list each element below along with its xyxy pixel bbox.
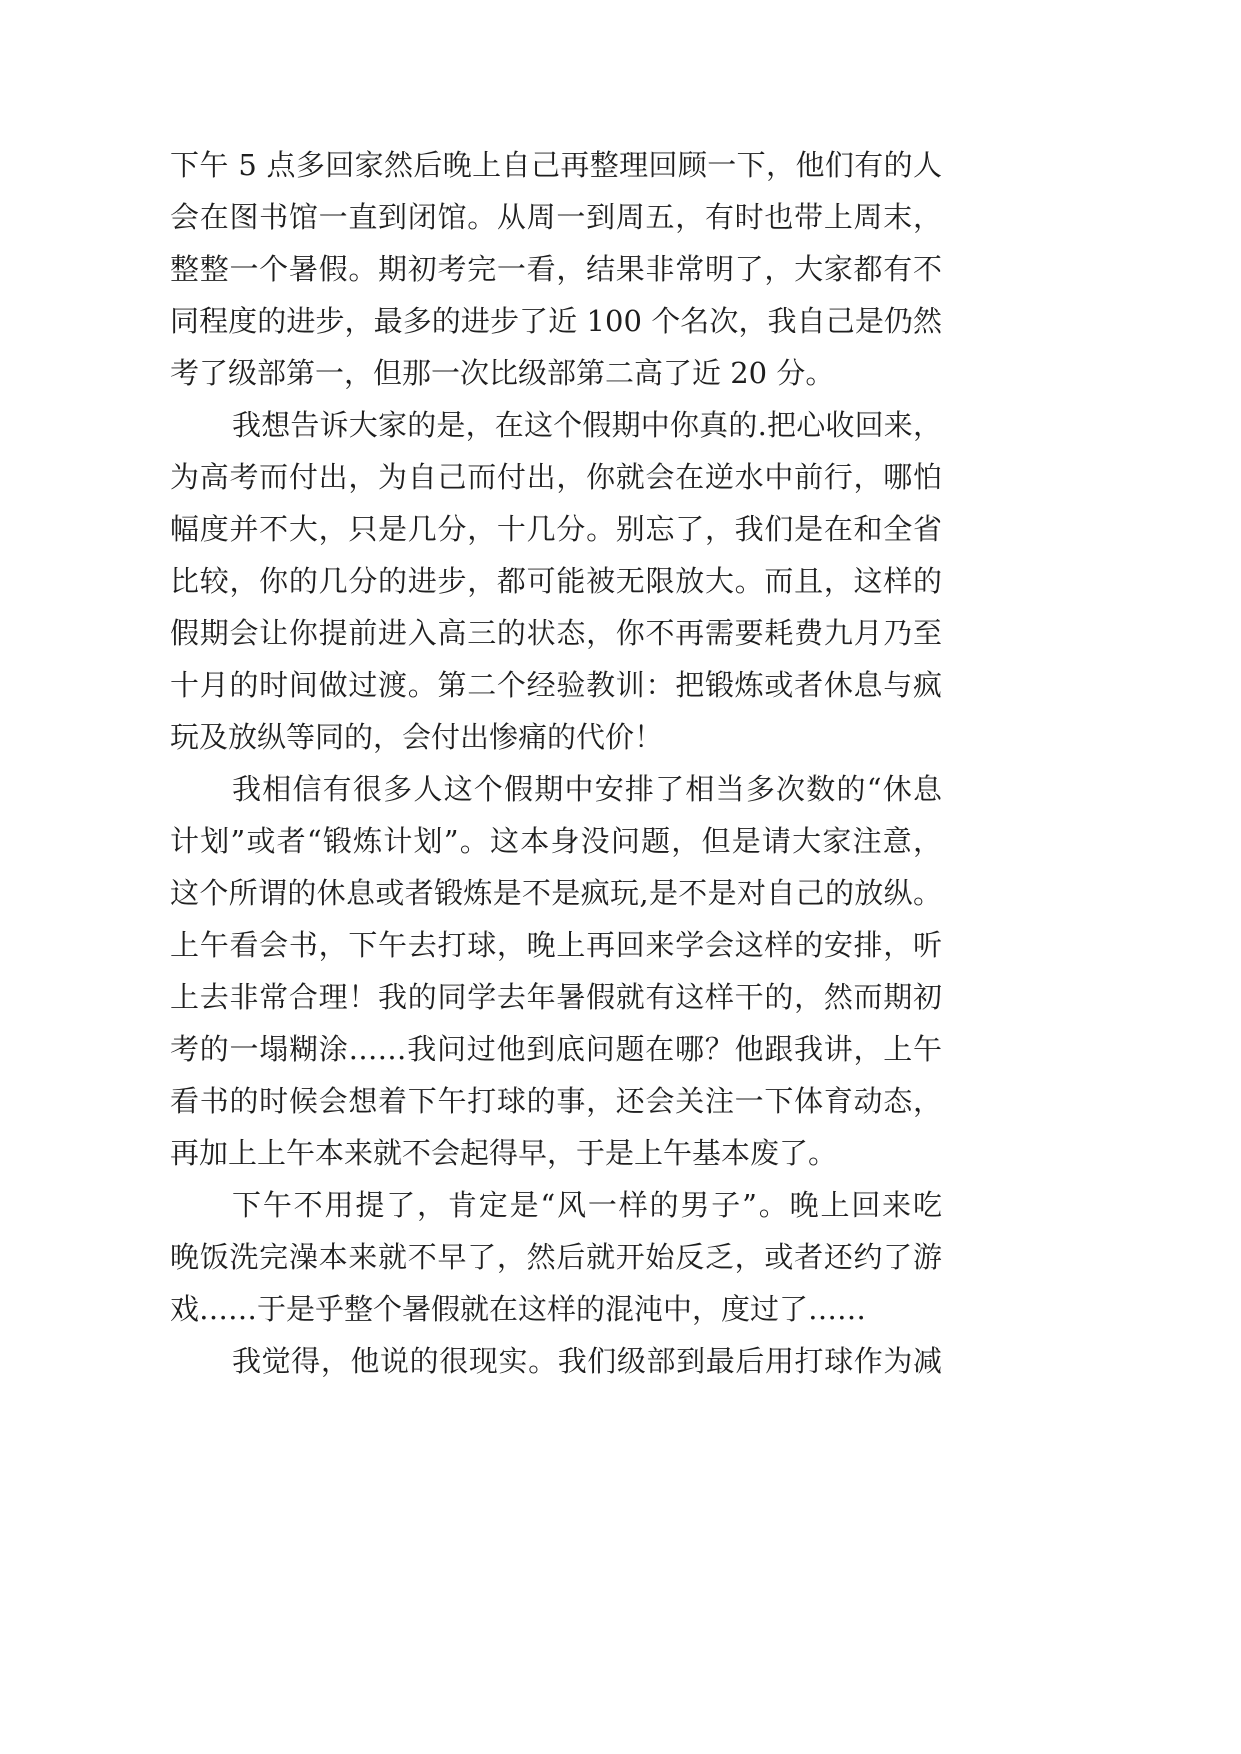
text-line: 这个所谓的休息或者锻炼是不是疯玩,是不是对自己的放纵。 <box>170 876 942 910</box>
paragraph <box>170 1179 942 1335</box>
paragraph <box>170 399 942 763</box>
text-line: 幅度并不大，只是几分，十几分。别忘了，我们是在和全省 <box>170 512 942 546</box>
text-line: 十月的时间做过渡。第二个经验教训：把锻炼或者休息与疯 <box>170 668 942 702</box>
text-line: 玩及放纵等同的，会付出惨痛的代价！ <box>170 720 664 754</box>
text-line: 假期会让你提前进入高三的状态，你不再需要耗费九月乃至 <box>170 616 942 650</box>
text-line: 比较，你的几分的进步，都可能被无限放大。而且，这样的 <box>170 564 942 598</box>
text-line: 为高考而付出，为自己而付出，你就会在逆水中前行，哪怕 <box>170 460 942 494</box>
text-line: 上午看会书，下午去打球，晚上再回来学会这样的安排，听 <box>170 928 942 962</box>
text-line: 我觉得，他说的很现实。我们级部到最后用打球作为减 <box>232 1344 942 1378</box>
text-line: 会在图书馆一直到闭馆。从周一到周五，有时也带上周末， <box>170 200 942 234</box>
paragraph <box>170 1335 942 1387</box>
text-line: 考的一塌糊涂……我问过他到底问题在哪？他跟我讲，上午 <box>170 1032 942 1066</box>
text-line: 晚饭洗完澡本来就不早了，然后就开始反乏，或者还约了游 <box>170 1240 942 1274</box>
text-line: 我想告诉大家的是，在这个假期中你真的.把心收回来， <box>232 408 942 442</box>
text-line: 我相信有很多人这个假期中安排了相当多次数的“休息 <box>232 772 942 806</box>
text-line: 同程度的进步，最多的进步了近 100 个名次，我自己是仍然 <box>170 304 942 338</box>
text-line: 整整一个暑假。期初考完一看，结果非常明了，大家都有不 <box>170 252 942 286</box>
text-line: 看书的时候会想着下午打球的事，还会关注一下体育动态， <box>170 1084 942 1118</box>
text-line: 上去非常合理！我的同学去年暑假就有这样干的，然而期初 <box>170 980 942 1014</box>
paragraph <box>170 763 942 1179</box>
text-line: 考了级部第一，但那一次比级部第二高了近 20 分。 <box>170 356 835 390</box>
text-line: 下午 5 点多回家然后晚上自己再整理回顾一下，他们有的人 <box>170 148 942 182</box>
body-text <box>170 139 942 1387</box>
paragraph <box>170 139 942 399</box>
text-line: 计划”或者“锻炼计划”。这本身没问题，但是请大家注意， <box>170 824 942 858</box>
text-line: 戏……于是乎整个暑假就在这样的混沌中，度过了…… <box>170 1292 867 1326</box>
text-line: 再加上上午本来就不会起得早，于是上午基本废了。 <box>170 1136 838 1170</box>
text-line: 下午不用提了，肯定是“风一样的男子”。晚上回来吃 <box>232 1188 942 1222</box>
